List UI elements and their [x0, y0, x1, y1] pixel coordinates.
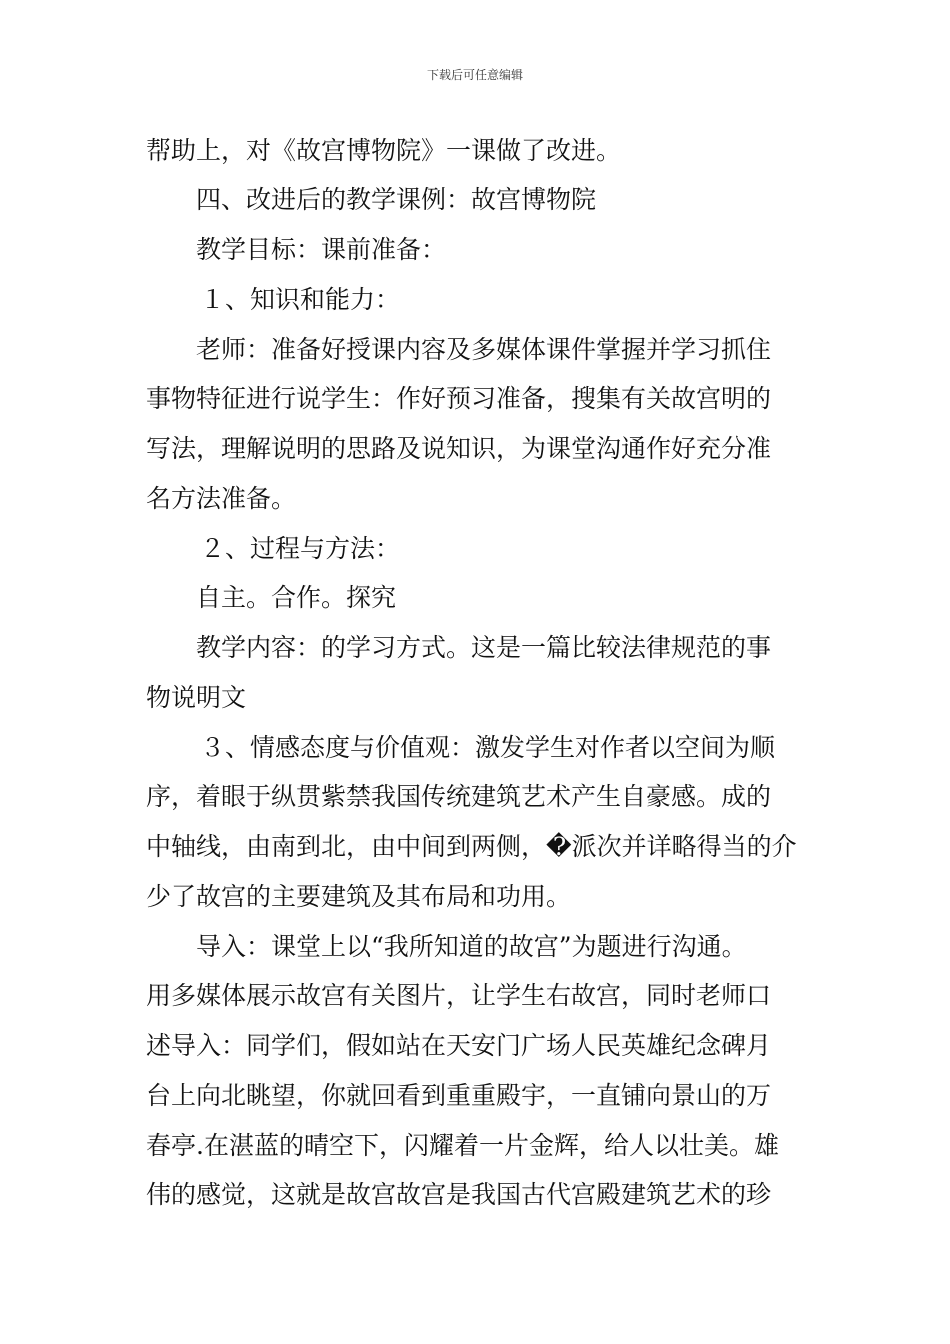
text-line: 教学内容：的学习方式。这是一篇比较法律规范的事	[196, 633, 772, 662]
text-line: 名方法准备。	[146, 484, 297, 513]
text-line: 自主。合作。探究	[196, 583, 397, 612]
text-line: 伟的感觉，这就是故宫故宫是我国古代宫殿建筑艺术的珍	[146, 1180, 772, 1209]
text-line: 少了故宫的主要建筑及其布局和功用。	[146, 882, 572, 911]
text-line: 四、改进后的教学课例：故宫博物院	[196, 185, 597, 214]
text-line: 物说明文	[146, 683, 247, 712]
text-line: 教学目标：课前准备：	[196, 235, 447, 264]
text-line: ２、过程与方法：	[200, 534, 401, 563]
text-line: 春亭.在湛蓝的晴空下，闪耀着一片金辉，给人以壮美。雄	[146, 1131, 779, 1160]
text-line: 中轴线，由南到北，由中间到两侧，�派次并详略得当的介	[146, 832, 797, 861]
text-line: 写法，理解说明的思路及说知识，为课堂沟通作好充分准	[146, 434, 772, 463]
text-line: 序，着眼于纵贯紫禁我国传统建筑艺术产生自豪感。成的	[146, 782, 772, 811]
text-line: ３、情感态度与价值观：激发学生对作者以空间为顺	[200, 733, 776, 762]
text-line: 导入：课堂上以“我所知道的故宫”为题进行沟通。	[196, 932, 747, 961]
text-line: 事物特征进行说学生：作好预习准备，搜集有关故宫明的	[146, 384, 772, 413]
text-line: 帮助上，对《故宫博物院》一课做了改进。	[146, 136, 622, 165]
text-line: 述导入：同学们，假如站在天安门广场人民英雄纪念碑月	[146, 1031, 772, 1060]
text-line: 台上向北眺望，你就回看到重重殿宇，一直铺向景山的万	[146, 1081, 772, 1110]
text-line: 用多媒体展示故宫有关图片，让学生右故宫，同时老师口	[146, 981, 772, 1010]
page-header: 下载后可任意编辑	[426, 68, 523, 82]
text-line: １、知识和能力：	[200, 285, 401, 314]
text-line: 老师：准备好授课内容及多媒体课件掌握并学习抓住	[196, 335, 772, 364]
